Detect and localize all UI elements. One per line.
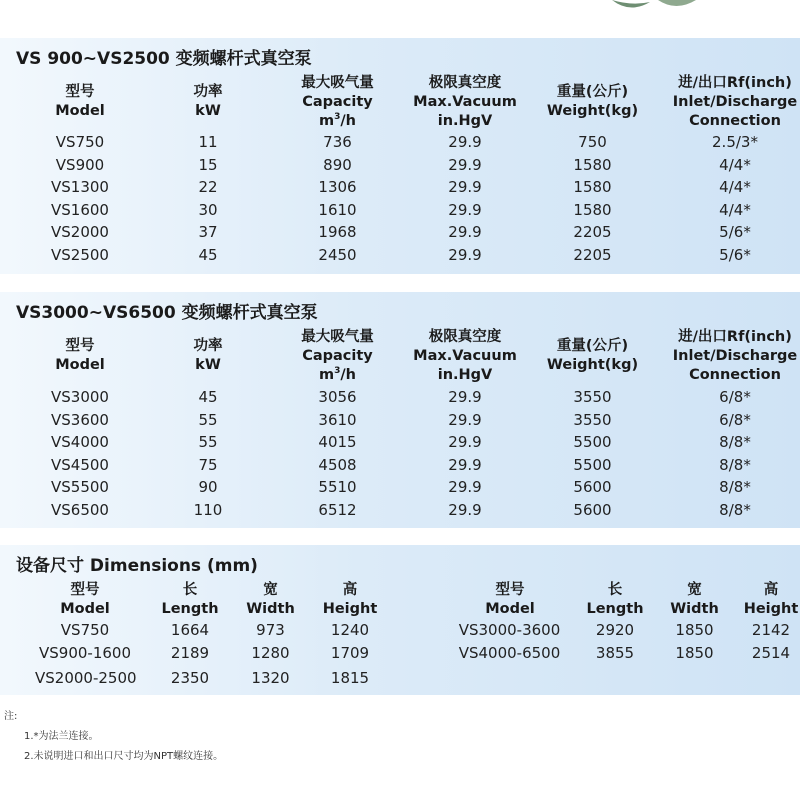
cell-length: 2350 bbox=[170, 669, 210, 687]
cell-weight: 1580 bbox=[573, 178, 612, 197]
cell-vacuum: 29.9 bbox=[448, 200, 482, 219]
cell-length: 1664 bbox=[170, 621, 210, 639]
dim-header-length: 长 Length bbox=[161, 582, 219, 617]
cell-power: 11 bbox=[198, 133, 218, 151]
cell-weight: 5500 bbox=[573, 455, 612, 474]
cell-vacuum: 29.9 bbox=[448, 410, 482, 429]
cell-connection: 4/4* bbox=[719, 178, 751, 197]
dim-header-width: 宽 Width bbox=[670, 582, 719, 617]
cell-capacity: 4508 bbox=[318, 455, 357, 474]
cell-vacuum: 29.9 bbox=[448, 178, 482, 197]
cell-power: 55 bbox=[198, 410, 218, 429]
cell-model: VS1300 bbox=[51, 178, 109, 197]
cell-width: 1850 bbox=[675, 644, 714, 662]
cell-model: VS4500 bbox=[51, 455, 109, 474]
note-item: 1.*为法兰连接。 bbox=[24, 731, 99, 742]
cell-model: VS4000 bbox=[51, 433, 109, 452]
cell-length: 3855 bbox=[595, 644, 635, 662]
cell-vacuum: 29.9 bbox=[448, 223, 482, 242]
notes-label: 注: bbox=[4, 711, 18, 722]
header-connection: 进/出口Rf(inch) Inlet/Discharge Connection bbox=[672, 75, 798, 129]
dim-header-model: 型号 Model bbox=[60, 582, 110, 617]
cell-capacity: 5510 bbox=[318, 478, 357, 497]
cell-weight: 3550 bbox=[573, 410, 612, 429]
section-title: VS 900~VS2500 变频螺杆式真空泵 bbox=[16, 49, 312, 69]
section-title: 设备尺寸 Dimensions (mm) bbox=[16, 556, 258, 576]
cell-power: 30 bbox=[198, 200, 218, 219]
header-capacity: 最大吸气量 Capacity $m^3/h$ bbox=[301, 75, 374, 129]
cell-model: VS2500 bbox=[51, 246, 109, 264]
cell-model: VS2000 bbox=[51, 223, 109, 242]
cell-power: 37 bbox=[198, 223, 218, 242]
cell-connection: 4/4* bbox=[719, 155, 751, 174]
header-weight: 重量(公斤) Weight(kg) bbox=[546, 338, 639, 373]
footnotes bbox=[4, 707, 223, 767]
cell-capacity: 2450 bbox=[318, 246, 357, 264]
cell-model: VS6500 bbox=[51, 501, 109, 519]
spec-table-vs3000-6500 bbox=[0, 292, 800, 528]
cell-vacuum: 29.9 bbox=[448, 388, 482, 406]
dim-header-model: 型号 Model bbox=[485, 582, 535, 617]
cell-model: VS3000-3600 bbox=[458, 621, 561, 639]
header-capacity: 最大吸气量 Capacity $m^3/h$ bbox=[301, 329, 374, 383]
cell-vacuum: 29.9 bbox=[448, 155, 482, 174]
cell-model: VS4000-6500 bbox=[458, 644, 561, 662]
header-vacuum: 极限真空度 Max.Vacuum in.HgV bbox=[413, 329, 517, 383]
cell-model: VS750 bbox=[55, 133, 105, 151]
cell-capacity: 6512 bbox=[318, 501, 357, 519]
cell-capacity: 4015 bbox=[318, 433, 357, 452]
cell-vacuum: 29.9 bbox=[448, 433, 482, 452]
cell-vacuum: 29.9 bbox=[448, 133, 482, 151]
cell-vacuum: 29.9 bbox=[448, 501, 482, 519]
cell-capacity: 1968 bbox=[318, 223, 357, 242]
cell-model: VS750 bbox=[60, 621, 110, 639]
cell-model: VS3600 bbox=[51, 410, 109, 429]
cell-weight: 1580 bbox=[573, 155, 612, 174]
cell-power: 22 bbox=[198, 178, 218, 197]
section-title: VS3000~VS6500 变频螺杆式真空泵 bbox=[16, 303, 318, 323]
cell-connection: 6/8* bbox=[719, 388, 751, 406]
cell-vacuum: 29.9 bbox=[448, 455, 482, 474]
cell-width: 973 bbox=[256, 621, 285, 639]
dim-header-height: 高 Height bbox=[322, 582, 378, 617]
cell-capacity: 1306 bbox=[318, 178, 357, 197]
note-item: 2.未说明进口和出口尺寸均为NPT螺纹连接。 bbox=[24, 751, 224, 762]
dim-header-length: 长 Length bbox=[586, 582, 644, 617]
cell-power: 90 bbox=[198, 478, 218, 497]
cell-connection: 5/6* bbox=[719, 246, 751, 264]
cell-width: 1850 bbox=[675, 621, 714, 639]
cell-weight: 750 bbox=[578, 133, 607, 151]
cell-power: 15 bbox=[198, 155, 218, 174]
cell-connection: 6/8* bbox=[719, 410, 751, 429]
header-model: 型号 Model bbox=[55, 84, 105, 119]
cell-model: VS900 bbox=[55, 155, 105, 174]
cell-model: VS3000 bbox=[51, 388, 109, 406]
cell-weight: 5600 bbox=[573, 501, 612, 519]
dim-header-width: 宽 Width bbox=[246, 582, 295, 617]
cell-connection: 8/8* bbox=[719, 501, 751, 519]
cell-capacity: 3056 bbox=[318, 388, 357, 406]
cell-width: 1280 bbox=[251, 644, 290, 662]
leaf-decoration-icon bbox=[610, 0, 700, 14]
cell-vacuum: 29.9 bbox=[448, 246, 482, 264]
cell-vacuum: 29.9 bbox=[448, 478, 482, 497]
cell-connection: 2.5/3* bbox=[712, 133, 758, 151]
cell-power: 55 bbox=[198, 433, 218, 452]
cell-length: 2189 bbox=[170, 644, 210, 662]
cell-length: 2920 bbox=[595, 621, 635, 639]
cell-width: 1320 bbox=[251, 669, 290, 687]
cell-model: VS1600 bbox=[51, 200, 109, 219]
cell-weight: 5600 bbox=[573, 478, 612, 497]
cell-power: 45 bbox=[198, 388, 218, 406]
dim-header-height: 高 Height bbox=[743, 582, 799, 617]
cell-connection: 4/4* bbox=[719, 200, 751, 219]
cell-model: VS2000-2500 bbox=[35, 669, 137, 687]
header-power: 功率 kW bbox=[193, 338, 223, 373]
cell-height: 2142 bbox=[751, 621, 791, 639]
cell-power: 110 bbox=[193, 501, 223, 519]
cell-height: 1240 bbox=[330, 621, 370, 639]
cell-capacity: 3610 bbox=[318, 410, 357, 429]
cell-height: 1815 bbox=[330, 669, 370, 687]
header-power: 功率 kW bbox=[193, 84, 223, 119]
cell-capacity: 736 bbox=[323, 133, 352, 151]
dimensions-table bbox=[0, 545, 800, 695]
cell-capacity: 1610 bbox=[318, 200, 357, 219]
header-weight: 重量(公斤) Weight(kg) bbox=[546, 84, 639, 119]
cell-weight: 2205 bbox=[573, 246, 612, 264]
cell-capacity: 890 bbox=[323, 155, 352, 174]
cell-power: 75 bbox=[198, 455, 218, 474]
cell-weight: 1580 bbox=[573, 200, 612, 219]
cell-connection: 5/6* bbox=[719, 223, 751, 242]
cell-weight: 2205 bbox=[573, 223, 612, 242]
header-connection: 进/出口Rf(inch) Inlet/Discharge Connection bbox=[672, 329, 798, 383]
header-vacuum: 极限真空度 Max.Vacuum in.HgV bbox=[413, 75, 517, 129]
cell-model: VS5500 bbox=[51, 478, 109, 497]
header-model: 型号 Model bbox=[55, 338, 105, 373]
cell-connection: 8/8* bbox=[719, 478, 751, 497]
cell-height: 1709 bbox=[330, 644, 370, 662]
cell-weight: 5500 bbox=[573, 433, 612, 452]
cell-power: 45 bbox=[198, 246, 218, 264]
cell-weight: 3550 bbox=[573, 388, 612, 406]
cell-connection: 8/8* bbox=[719, 433, 751, 452]
spec-table-vs900-2500 bbox=[0, 38, 800, 274]
cell-connection: 8/8* bbox=[719, 455, 751, 474]
cell-height: 2514 bbox=[751, 644, 791, 662]
cell-model: VS900-1600 bbox=[39, 644, 131, 662]
